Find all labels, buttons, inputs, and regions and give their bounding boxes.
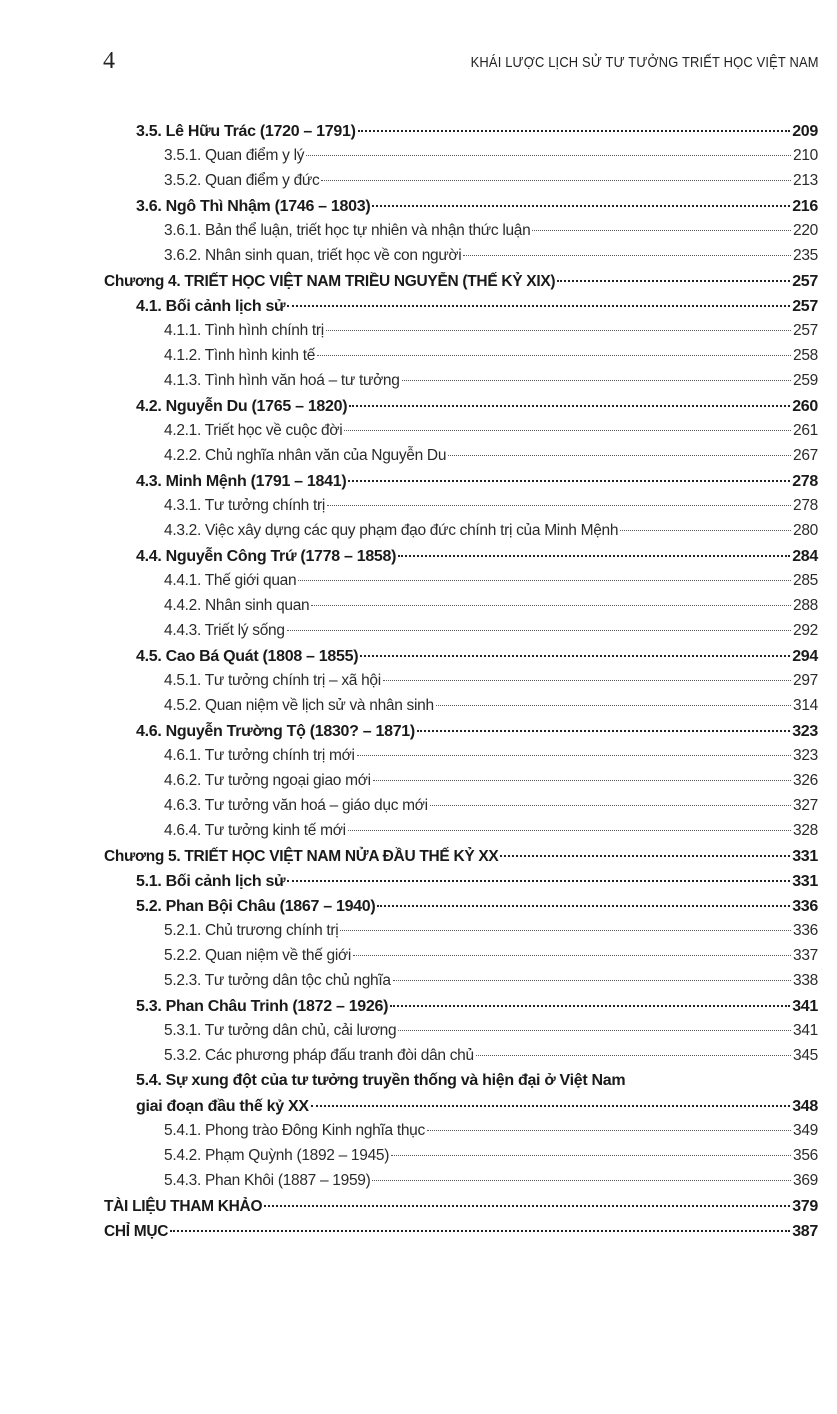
- toc-entry-title: 4.1.1. Tình hình chính trị: [164, 322, 324, 339]
- toc-entry-title: TÀI LIỆU THAM KHẢO: [104, 1197, 263, 1215]
- toc-entry-title: 3.5.2. Quan điểm y đức: [164, 172, 320, 189]
- toc-page-number: 261: [793, 422, 818, 439]
- dot-leader: [287, 615, 791, 632]
- dot-leader: [360, 639, 790, 657]
- toc-page-number: 209: [792, 123, 818, 140]
- toc-page-number: 278: [792, 473, 818, 490]
- toc-entry-title: Chương 4. TRIẾT HỌC VIỆT NAM TRIỀU NGUYỄN (THẾ KỶ XIX): [104, 272, 556, 290]
- toc-entry-title: 5.4. Sự xung đột của tư tưởng truyền thống và hiện đại ở Việt Nam: [136, 1072, 626, 1089]
- table-of-contents: [104, 118, 818, 1243]
- dot-leader: [344, 415, 791, 432]
- page-number: 4: [103, 48, 115, 74]
- dot-leader: [500, 839, 790, 857]
- toc-page-number: 288: [793, 597, 818, 614]
- dot-leader: [557, 264, 790, 282]
- toc-entry-title: 3.5.1. Quan điểm y lý: [164, 147, 305, 164]
- dot-leader: [170, 1214, 790, 1232]
- toc-entry-title: 4.3. Minh Mệnh (1791 – 1841): [136, 473, 347, 490]
- toc-entry-title: 4.4. Nguyễn Công Trứ (1778 – 1858): [136, 548, 397, 565]
- toc-entry-title: 4.3.2. Việc xây dựng các quy phạm đạo đức chính trị của Minh Mệnh: [164, 522, 619, 539]
- dot-leader: [264, 1189, 790, 1207]
- toc-entry-title: 4.4.3. Triết lý sống: [164, 622, 285, 639]
- toc-page-number: 341: [793, 1022, 818, 1039]
- dot-leader: [358, 114, 791, 132]
- toc-page-number: 285: [793, 572, 818, 589]
- dot-leader: [427, 1115, 791, 1132]
- toc-entry-title: 4.1.2. Tình hình kinh tế: [164, 347, 316, 364]
- dot-leader: [353, 940, 791, 957]
- toc-entry-title: 4.3.1. Tư tưởng chính trị: [164, 497, 325, 514]
- toc-page-number: 235: [793, 247, 818, 264]
- toc-page-number: 323: [793, 747, 818, 764]
- toc-page-number: 258: [793, 347, 818, 364]
- dot-leader: [476, 1040, 791, 1057]
- dot-leader: [287, 864, 790, 882]
- toc-entry-title: 5.4.3. Phan Khôi (1887 – 1959): [164, 1172, 371, 1189]
- dot-leader: [311, 590, 791, 607]
- dot-leader: [348, 815, 791, 832]
- toc-page-number: 341: [792, 998, 818, 1015]
- toc-entry-title: 4.5.2. Quan niệm về lịch sử và nhân sinh: [164, 697, 434, 714]
- toc-page-number: 328: [793, 822, 818, 839]
- toc-page-number: 280: [793, 522, 818, 539]
- toc-page-number: 336: [793, 922, 818, 939]
- toc-page-number: 257: [793, 322, 818, 339]
- toc-page-number: 314: [793, 697, 818, 714]
- toc-page-number: 257: [792, 272, 818, 290]
- toc-page-number: 257: [792, 298, 818, 315]
- toc-page-number: 297: [793, 672, 818, 689]
- dot-leader: [417, 714, 790, 732]
- toc-page-number: 323: [792, 723, 818, 740]
- toc-entry-title: 4.2.1. Triết học về cuộc đời: [164, 422, 343, 439]
- toc-entry-title: 4.2.2. Chủ nghĩa nhân văn của Nguyễn Du: [164, 447, 447, 464]
- toc-page-number: 387: [792, 1222, 818, 1240]
- toc-page-number: 213: [793, 172, 818, 189]
- toc-entry-title: 5.1. Bối cảnh lịch sử: [136, 873, 286, 890]
- toc-entry-title: 4.6.3. Tư tưởng văn hoá – giáo dục mới: [164, 797, 428, 814]
- toc-entry-title: 4.1. Bối cảnh lịch sử: [136, 298, 286, 315]
- toc-page-number: 338: [793, 972, 818, 989]
- toc-page-number: 369: [793, 1172, 818, 1189]
- toc-entry-title: Chương 5. TRIẾT HỌC VIỆT NAM NỬA ĐẦU THẾ KỶ XX: [104, 847, 499, 865]
- toc-entry-title: 4.4.2. Nhân sinh quan: [164, 597, 310, 614]
- toc-page-number: 284: [792, 548, 818, 565]
- toc-entry-title: 3.5. Lê Hữu Trác (1720 – 1791): [136, 123, 356, 140]
- toc-entry-title: 3.6.1. Bản thể luận, triết học tự nhiên và nhận thức luận: [164, 222, 531, 239]
- dot-leader: [317, 340, 791, 357]
- dot-leader: [393, 965, 791, 982]
- dot-leader: [391, 1140, 791, 1157]
- dot-leader: [436, 690, 791, 707]
- toc-entry-title: 5.4.1. Phong trào Đông Kinh nghĩa thục: [164, 1122, 425, 1139]
- dot-leader: [327, 490, 791, 507]
- toc-entry-title: 4.1.3. Tình hình văn hoá – tư tưởng: [164, 372, 400, 389]
- toc-entry-title: 4.2. Nguyễn Du (1765 – 1820): [136, 398, 348, 415]
- running-title: KHÁI LƯỢC LỊCH SỬ TƯ TƯỞNG TRIẾT HỌC VIỆT NAM: [471, 54, 819, 71]
- toc-page-number: 336: [792, 898, 818, 915]
- toc-page-number: 379: [792, 1197, 818, 1215]
- toc-page-number: 220: [793, 222, 818, 239]
- dot-leader: [311, 1089, 791, 1107]
- dot-leader: [357, 740, 791, 757]
- toc-page-number: 259: [793, 372, 818, 389]
- toc-subsection-row[interactable]: [104, 1043, 818, 1068]
- toc-entry-title: 4.5.1. Tư tưởng chính trị – xã hội: [164, 672, 381, 689]
- toc-page-number: 267: [793, 447, 818, 464]
- dot-leader: [349, 389, 790, 407]
- toc-entry-title: 3.6. Ngô Thì Nhậm (1746 – 1803): [136, 198, 371, 215]
- dot-leader: [390, 989, 790, 1007]
- toc-entry-title: 4.5. Cao Bá Quát (1808 – 1855): [136, 648, 359, 665]
- dot-leader: [326, 315, 791, 332]
- toc-entry-title: 4.4.1. Thế giới quan: [164, 572, 297, 589]
- dot-leader: [306, 140, 791, 157]
- toc-page-number: 348: [792, 1098, 818, 1115]
- dot-leader: [383, 665, 791, 682]
- dot-leader: [463, 240, 791, 257]
- toc-page-number: 337: [793, 947, 818, 964]
- dot-leader: [298, 565, 791, 582]
- toc-page-number: 278: [793, 497, 818, 514]
- toc-entry-title: 4.6.1. Tư tưởng chính trị mới: [164, 747, 355, 764]
- toc-page-number: 292: [793, 622, 818, 639]
- dot-leader: [402, 365, 791, 382]
- toc-entry-title: 5.2.3. Tư tưởng dân tộc chủ nghĩa: [164, 972, 391, 989]
- dot-leader: [377, 889, 790, 907]
- dot-leader: [398, 1015, 791, 1032]
- toc-page-number: 345: [793, 1047, 818, 1064]
- toc-entry-title: 5.2.2. Quan niệm về thế giới: [164, 947, 352, 964]
- toc-page-number: 210: [793, 147, 818, 164]
- toc-page-number: 327: [793, 797, 818, 814]
- toc-entry-title: CHỈ MỤC: [104, 1222, 169, 1240]
- toc-entry-title: 5.4.2. Phạm Quỳnh (1892 – 1945): [164, 1147, 390, 1164]
- toc-entry-title: 5.3.1. Tư tưởng dân chủ, cải lương: [164, 1022, 397, 1039]
- toc-entry-title: 5.3. Phan Châu Trinh (1872 – 1926): [136, 998, 389, 1015]
- dot-leader: [348, 464, 790, 482]
- toc-page-number: 260: [792, 398, 818, 415]
- toc-page-number: 349: [793, 1122, 818, 1139]
- toc-page-number: 356: [793, 1147, 818, 1164]
- toc-page-number: 331: [792, 847, 818, 865]
- toc-entry-title: 5.2.1. Chủ trương chính trị: [164, 922, 339, 939]
- dot-leader: [430, 790, 791, 807]
- toc-entry-title: 4.6.4. Tư tưởng kinh tế mới: [164, 822, 346, 839]
- toc-entry-title: 5.2. Phan Bội Châu (1867 – 1940): [136, 898, 376, 915]
- dot-leader: [321, 165, 791, 182]
- dot-leader: [448, 440, 791, 457]
- dot-leader: [372, 1165, 791, 1182]
- dot-leader: [287, 289, 790, 307]
- toc-chapter-row[interactable]: [104, 1218, 818, 1243]
- toc-entry-title: 4.6.2. Tư tưởng ngoại giao mới: [164, 772, 371, 789]
- toc-entry-title: 5.3.2. Các phương pháp đấu tranh đòi dân chủ: [164, 1047, 474, 1064]
- toc-page-number: 331: [792, 873, 818, 890]
- toc-page-number: 294: [792, 648, 818, 665]
- dot-leader: [373, 765, 791, 782]
- toc-page-number: 326: [793, 772, 818, 789]
- dot-leader: [620, 515, 791, 532]
- toc-entry-title: 3.6.2. Nhân sinh quan, triết học về con người: [164, 247, 462, 264]
- toc-entry-title: 4.6. Nguyễn Trường Tộ (1830? – 1871): [136, 723, 415, 740]
- dot-leader: [340, 915, 791, 932]
- toc-entry-title: giai đoạn đầu thế kỷ XX: [136, 1098, 309, 1115]
- toc-page-number: 216: [792, 198, 818, 215]
- dot-leader: [532, 215, 791, 232]
- dot-leader: [398, 539, 790, 557]
- dot-leader: [372, 189, 790, 207]
